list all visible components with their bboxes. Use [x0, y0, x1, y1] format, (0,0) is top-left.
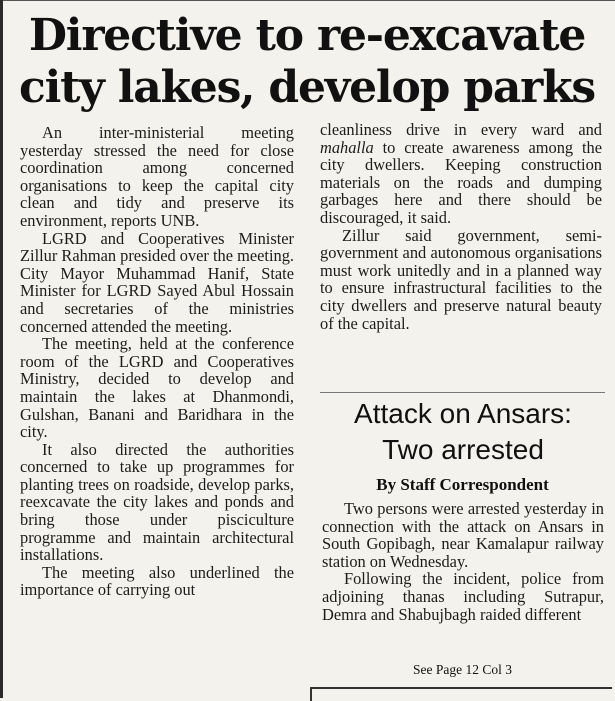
- continued-text-start: cleanliness drive in every ward and: [320, 120, 602, 139]
- article-paragraph: LGRD and Cooperatives Minister Zillur Rahman presided over the meeting. City Mayor Muhammad Hanif, State Minister for LGRD Sayed Abul Hossain and secretaries of the ministries concerned attended the meeting.: [20, 228, 295, 336]
- headline-line-2: city lakes, develop parks: [18, 62, 595, 113]
- second-headline-line-2: Two arrested: [382, 434, 544, 465]
- article-paragraph: Following the incident, police from adjoining thanas including Sutrapur, Demra and Shabujbagh raided different: [322, 569, 604, 624]
- clipping-left-edge: [0, 0, 3, 698]
- second-story-body: [322, 500, 604, 623]
- headline-line-1: Directive to re-excavate: [28, 10, 586, 61]
- byline: By Staff Correspondent: [376, 475, 549, 494]
- italic-term: mahalla: [320, 137, 374, 157]
- main-headline: [4, 10, 610, 114]
- article-column-1: [20, 124, 294, 599]
- article-paragraph: It also directed the authorities concerned to take up programmes for planting trees on roadside, develop parks, reexcavate the city lakes and ponds and bring those under pisciculture programme and maintain architectural installations.: [20, 439, 294, 565]
- jump-line: See Page 12 Col 3: [413, 662, 512, 677]
- article-paragraph: An inter-ministerial meeting yesterday stressed the need for close coordination among concerned organisations to keep the capital city clean and tidy and preserve its environment, reports UNB.: [20, 123, 294, 230]
- second-headline-line-1: Attack on Ansars:: [354, 398, 572, 429]
- second-story-headline: [318, 396, 608, 468]
- article-paragraph: Zillur said government, semi-government and autonomous organisations must work unitedly and in a planned way to ensure infrastructural facilities to the city dwellers and preserve natural beauty of the capital.: [320, 225, 602, 333]
- article-paragraph: The meeting also underlined the importance of carrying out: [20, 562, 294, 600]
- article-paragraph-continued: [320, 121, 602, 227]
- article-column-2: [320, 121, 602, 332]
- article-paragraph: Two persons were arrested yesterday in connection with the attack on Ansars in South Gopibagh, near Kamalapur railway station on Wednesday.: [322, 499, 604, 571]
- continued-text-end: to create awareness among the city dwellers. Keeping construction materials on the roads and dumping garbages here and there should be discouraged, it said.: [320, 137, 602, 227]
- story-divider: [320, 392, 605, 393]
- adjacent-box-border: [310, 687, 612, 701]
- article-paragraph: The meeting, held at the conference room of the LGRD and Cooperatives Ministry, decided to develop and maintain the lakes at Dhanmondi, Gulshan, Banani and Baridhara in the city.: [20, 334, 294, 442]
